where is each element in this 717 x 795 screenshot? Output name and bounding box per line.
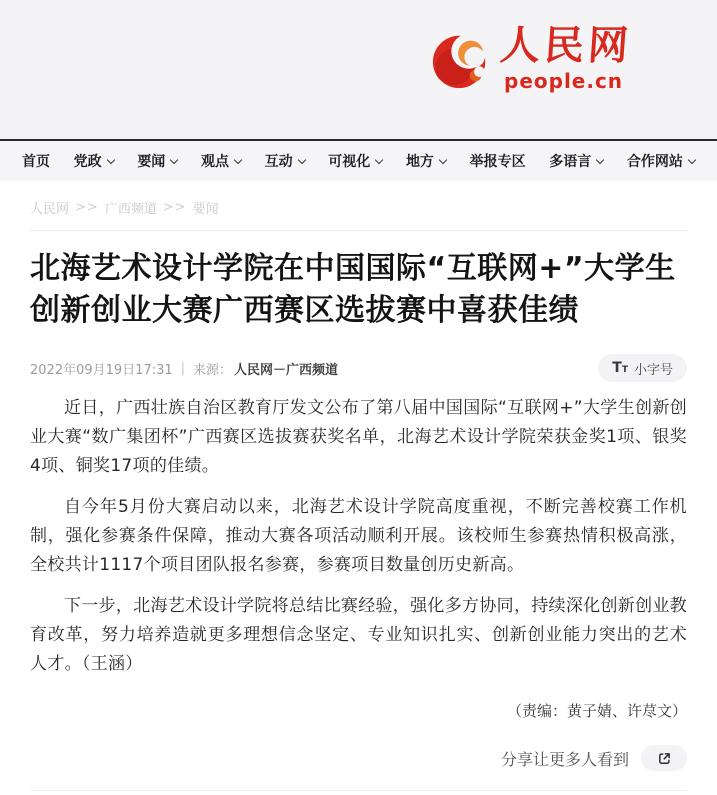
article-paragraph: 近日，广西壮族自治区教育厅发文公布了第八届中国国际“互联网+”大学生创新创业大赛“数广集团杯”广西赛区选拔赛获奖名单，北海艺术设计学院荣获金奖1项、银奖4项、铜奖17项的佳绩。 [30,398,687,476]
logo-cn-text: 人民网 [498,23,634,69]
chevron-down-icon [688,155,696,163]
nav-item[interactable] [201,151,241,171]
nav-item[interactable] [470,151,526,171]
nav-item-label: 举报专区 [469,154,526,170]
chevron-down-icon [596,155,604,163]
share-row [30,745,687,771]
meta-separator: | [180,360,186,376]
article-meta [30,359,338,378]
article-body [30,394,687,679]
nav-item[interactable] [22,151,50,171]
share-label: 分享让更多人看到 [500,749,629,769]
nav-item-label: 要闻 [137,154,166,170]
nav-item-label: 观点 [200,154,229,170]
breadcrumb-link[interactable]: 广西频道 [104,202,157,217]
chevron-down-icon [375,155,383,163]
breadcrumb-separator: >> [75,200,99,215]
logo-en-text: people.cn [504,69,624,93]
breadcrumb-link[interactable]: 要闻 [192,202,219,217]
breadcrumb-segment [193,198,219,217]
title-divider [30,230,687,231]
nav-item-label: 党政 [73,154,102,170]
chevron-down-icon [234,155,242,163]
site-header [0,0,717,139]
nav-item[interactable] [406,151,446,171]
article-paragraph: 自今年5月份大赛启动以来，北海艺术设计学院高度重视，不断完善校赛工作机制，强化参赛条件保障，推动大赛各项活动顺利开展。该校师生参赛热情积极高涨，全校共计1117个项目团队报名参赛，参赛项目数量创历史新高。 [30,497,687,575]
breadcrumb-link[interactable]: 人民网 [30,202,70,217]
chevron-down-icon [439,155,447,163]
article-page [0,198,717,795]
main-nav [0,141,717,181]
chevron-down-icon [297,155,305,163]
nav-item[interactable] [265,151,305,171]
font-size-icon: T T [612,360,628,376]
breadcrumb [30,198,687,217]
people-cn-logo-icon [430,28,492,92]
breadcrumb-separator: >> [162,200,187,215]
publish-datetime: 2022年09月19日17:31 [30,362,173,378]
nav-item-label: 首页 [22,154,50,170]
editor-credit: （责编：黄子婧、许荩文） [506,702,687,720]
source-label: 来源： [193,362,233,378]
external-link-icon [657,751,672,766]
nav-item-label: 互动 [264,154,293,170]
source-link[interactable]: 人民网－广西频道 [234,362,339,378]
nav-item-label: 地方 [405,154,434,170]
nav-item[interactable] [627,151,695,171]
breadcrumb-segment [30,198,105,217]
site-logo[interactable] [430,24,632,93]
chevron-down-icon [106,155,114,163]
article-paragraph: 下一步，北海艺术设计学院将总结比赛经验，强化多方协同，持续深化创新创业教育改革，努力培养造就更多理想信念坚定、专业知识扎实、创新创业能力突出的艺术人才。（王涵） [30,596,687,674]
nav-item-label: 多语言 [549,154,592,170]
nav-item[interactable] [74,151,114,171]
nav-item-label: 合作网站 [626,154,683,170]
share-button[interactable] [641,745,687,771]
nav-item[interactable] [549,151,603,171]
nav-item[interactable] [328,151,382,171]
article-title: 北海艺术设计学院在中国国际“互联网+”大学生创新创业大赛广西赛区选拔赛中喜获佳绩 [30,251,676,328]
nav-item[interactable] [137,151,177,171]
article-meta-row [30,354,687,382]
breadcrumb-segment [105,198,193,217]
chevron-down-icon [170,155,178,163]
font-size-button[interactable] [598,354,687,382]
nav-item-label: 可视化 [328,154,371,170]
font-size-button-label: 小字号 [633,362,673,378]
logo-text [500,24,632,93]
